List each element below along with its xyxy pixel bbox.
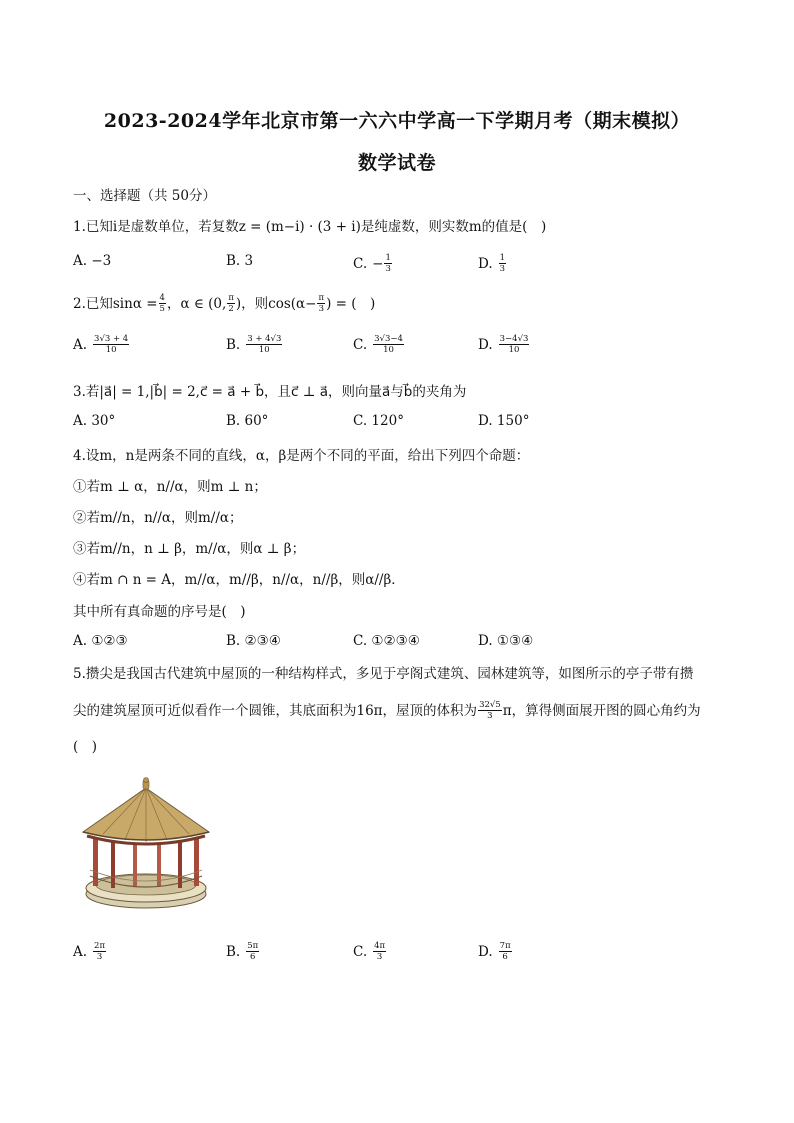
numerator: 1 [499, 253, 506, 263]
section-heading: 一、选择题（共 50分） [73, 188, 216, 204]
option-label: D. [478, 336, 493, 353]
numerator: 32√5 [479, 700, 501, 710]
denominator: 6 [502, 952, 508, 962]
fraction [317, 293, 325, 314]
fraction [384, 253, 391, 274]
question-1-options [73, 253, 733, 277]
option-label: C. [353, 943, 368, 960]
question-5-line2 [73, 700, 701, 721]
q1-option-a: A. −3 [73, 253, 112, 269]
stem-text: 2.已知sinα = [73, 295, 158, 312]
question-5-line3: ( ) [73, 739, 98, 755]
proposition-1: ①若m ⊥ α，n//α，则m ⊥ n； [73, 479, 267, 495]
stem-text: ，α ∈ (0, [166, 295, 227, 312]
q2-option-a [73, 334, 130, 355]
question-5-options [73, 941, 733, 965]
fraction [246, 334, 282, 355]
question-1-stem: 1.已知i是虚数单位，若复数z = (m−i) · (3 + i)是纯虚数，则实数m的值是( ) [73, 219, 547, 235]
option-label: A. [73, 336, 88, 353]
q5-option-a [73, 941, 107, 962]
numerator: 2π [94, 941, 106, 951]
fraction [373, 334, 404, 355]
question-4-options [73, 633, 733, 657]
numerator: 3 + 4√3 [247, 334, 282, 344]
denominator: 10 [508, 345, 520, 355]
q3-option-d: D. 150° [478, 413, 530, 429]
q3-option-b: B. 60° [226, 413, 269, 429]
option-label: B. [226, 943, 241, 960]
stem-text: )，则cos(α− [235, 295, 317, 312]
denominator: 3 [318, 304, 324, 314]
option-label: A. [73, 943, 88, 960]
q2-option-d [478, 334, 530, 355]
denominator: 5 [159, 304, 165, 314]
q4-option-a: A. ①②③ [73, 633, 128, 649]
numerator: 3√3−4 [374, 334, 403, 344]
stem-text: ) = ( ) [326, 295, 376, 312]
fraction [93, 941, 106, 962]
question-3-options [73, 413, 733, 437]
q1-option-d [478, 253, 507, 274]
numerator: 3−4√3 [499, 334, 529, 344]
option-label: D. [478, 255, 493, 272]
denominator: 2 [228, 304, 234, 314]
denominator: 3 [96, 952, 103, 962]
stem-text: π，算得侧面展开图的圆心角约为 [502, 702, 701, 719]
denominator: 3 [499, 264, 506, 274]
fraction [499, 334, 530, 355]
fraction [93, 334, 129, 355]
question-4-stem: 4.设m，n是两条不同的直线，α，β是两个不同的平面，给出下列四个命题： [73, 448, 530, 464]
fraction [478, 700, 502, 721]
numerator: 3√3 + 4 [94, 334, 129, 344]
numerator: 7π [499, 941, 511, 951]
q5-option-c [353, 941, 387, 962]
q5-option-b [226, 941, 260, 962]
denominator: 3 [376, 952, 383, 962]
q1-option-c [353, 253, 393, 274]
fraction [246, 941, 259, 962]
fraction [159, 293, 166, 314]
pavilion-image [73, 776, 219, 916]
minus-sign: − [372, 255, 384, 272]
stem-text: 尖的建筑屋顶可近似看作一个圆锥，其底面积为16π，屋顶的体积为 [73, 702, 478, 719]
proposition-3: ③若m//n，n ⊥ β，m//α，则α ⊥ β； [73, 541, 306, 557]
fraction [227, 293, 235, 314]
numerator: π [228, 293, 234, 303]
denominator: 10 [383, 345, 394, 355]
fraction [499, 941, 512, 962]
denominator: 3 [385, 264, 391, 274]
q4-option-b: B. ②③④ [226, 633, 281, 649]
question-4-prompt: 其中所有真命题的序号是( ) [73, 604, 246, 620]
question-2-stem [73, 293, 375, 314]
q1-option-b: B. 3 [226, 253, 254, 269]
option-label: C. [353, 255, 368, 272]
numerator: π [318, 293, 325, 303]
option-label: C. [353, 336, 368, 353]
proposition-2: ②若m//n，n//α，则m//α； [73, 510, 243, 526]
denominator: 6 [250, 952, 256, 962]
q4-option-d: D. ①③④ [478, 633, 534, 649]
q3-option-a: A. 30° [73, 413, 116, 429]
q3-option-c: C. 120° [353, 413, 404, 429]
exam-subtitle: 数学试卷 [357, 152, 436, 174]
question-2-options [73, 334, 733, 358]
fraction [373, 941, 386, 962]
question-3-stem: 3.若|a⃗| = 1,|b⃗| = 2,c⃗ = a⃗ + b⃗，且c⃗ ⊥ a⃗，则向量a⃗与b⃗的夹角为 [73, 384, 467, 400]
q5-option-d [478, 941, 513, 962]
numerator: 5π [247, 941, 259, 951]
option-label: B. [226, 336, 241, 353]
denominator: 10 [258, 345, 270, 355]
q2-option-c [353, 334, 405, 355]
option-label: D. [478, 943, 493, 960]
denominator: 3 [487, 711, 493, 721]
exam-title: 2023-2024学年北京市第一六六中学高一下学期月考（期末模拟） [103, 110, 691, 132]
q4-option-c: C. ①②③④ [353, 633, 420, 649]
proposition-4: ④若m ∩ n = A，m//α，m//β，n//α，n//β，则α//β． [73, 572, 405, 588]
fraction [499, 253, 506, 274]
numerator: 1 [385, 253, 391, 263]
denominator: 10 [105, 345, 117, 355]
numerator: 4π [374, 941, 386, 951]
q2-option-b [226, 334, 283, 355]
question-5-line1: 5.攒尖是我国古代建筑中屋顶的一种结构样式，多见于亭阁式建筑、园林建筑等，如图所示的亭子带有攒 [73, 666, 694, 682]
numerator: 4 [159, 293, 165, 303]
